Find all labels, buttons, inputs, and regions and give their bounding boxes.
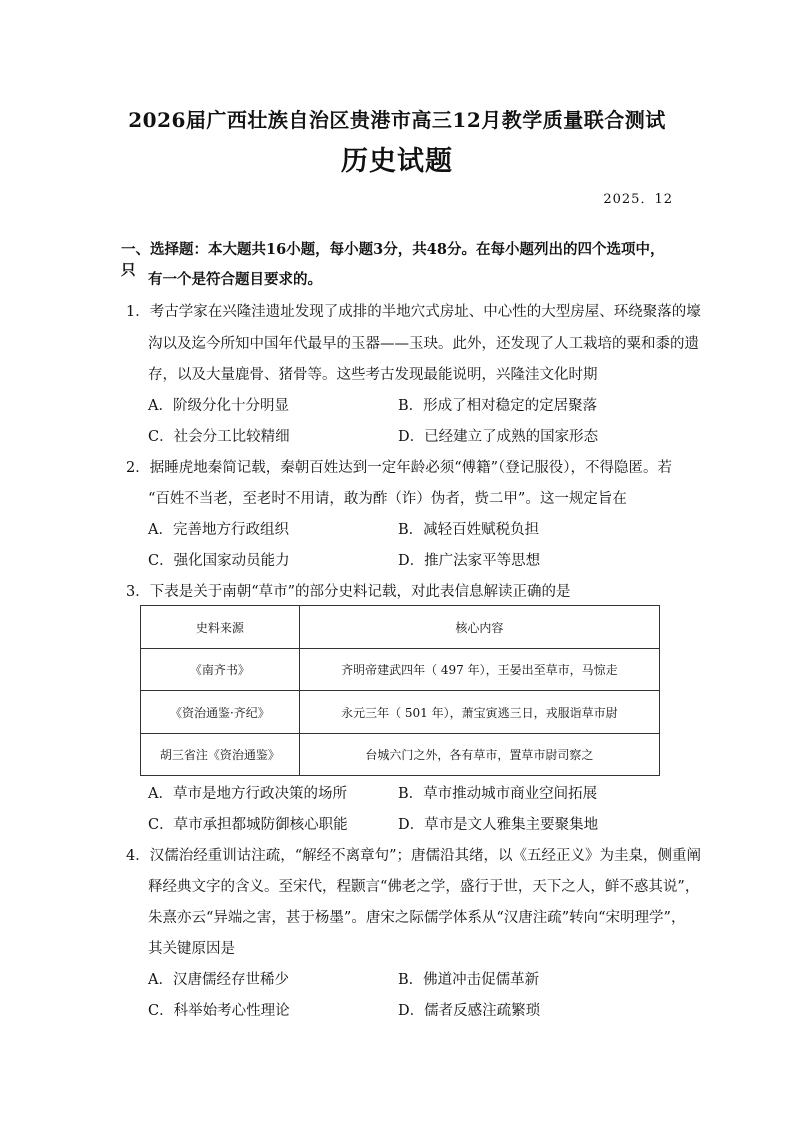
section-heading: 一、选择题：本大题共16小题，每小题3分，共48分。在每小题列出的四个选项中，只 bbox=[121, 241, 665, 279]
question-2-option-c: C．强化国家动员能力 bbox=[148, 553, 290, 569]
question-3-option-c: C．草市承担都城防御核心职能 bbox=[148, 817, 348, 833]
question-4-text: 4．汉儒治经重训诂注疏，“解经不离章句”；唐儒沿其绪，以《五经正义》为圭臬，侧重阐 bbox=[126, 848, 702, 864]
question-1-text: 沟以及迄今所知中国年代最早的玉器——玉玦。此外，还发现了人工栽培的粟和黍的遗 bbox=[148, 336, 699, 352]
question-4-option-c: C．科举始考心性理论 bbox=[148, 1003, 290, 1019]
question-3-option-b: B．草市推动城市商业空间拓展 bbox=[398, 786, 598, 802]
source-table bbox=[140, 605, 660, 776]
table-cell: 《资治通鉴·齐纪》 bbox=[141, 691, 300, 734]
question-2-text: 2．据睡虎地秦简记载，秦朝百姓达到一定年龄必须“傅籍”（登记服役），不得隐匿。若 bbox=[126, 460, 673, 476]
question-4-option-a: A．汉唐儒经存世稀少 bbox=[148, 972, 289, 988]
table-cell: 台城六门之外，各有草市，置草市尉司察之 bbox=[299, 734, 659, 776]
question-3-option-a: A．草市是地方行政决策的场所 bbox=[148, 786, 347, 802]
question-4-text: 其关键原因是 bbox=[148, 941, 235, 957]
table-cell: 永元三年（ 501 年），萧宝寅逃三日，戎服诣草市尉 bbox=[299, 691, 659, 734]
table-header-cell: 核心内容 bbox=[299, 606, 659, 649]
question-1-option-a: A．阶级分化十分明显 bbox=[148, 398, 289, 414]
question-1-text: 1．考古学家在兴隆洼遗址发现了成排的半地穴式房址、中心性的大型房屋、环绕聚落的壕 bbox=[126, 304, 701, 320]
table-cell: 胡三省注《资治通鉴》 bbox=[141, 734, 300, 776]
question-4-text: 释经典文字的含义。至宋代，程颢言“佛老之学，盛行于世，天下之人，鲜不惑其说”， bbox=[148, 879, 700, 895]
question-1-text: 存，以及大量鹿骨、猪骨等。这些考古发现最能说明，兴隆洼文化时期 bbox=[148, 367, 598, 383]
exam-title: 2026届广西壮族自治区贵港市高三12月教学质量联合测试 bbox=[128, 108, 666, 132]
question-4-option-b: B．佛道冲击促儒革新 bbox=[398, 972, 540, 988]
question-3-option-d: D．草市是文人雅集主要聚集地 bbox=[398, 817, 599, 833]
table-cell: 《南齐书》 bbox=[141, 649, 300, 691]
question-1-option-d: D．已经建立了成熟的国家形态 bbox=[398, 429, 599, 445]
question-2-option-b: B．减轻百姓赋税负担 bbox=[398, 522, 540, 538]
question-2-option-a: A．完善地方行政组织 bbox=[148, 522, 289, 538]
table-header-cell: 史料来源 bbox=[141, 606, 300, 649]
question-4-text: 朱熹亦云“异端之害，甚于杨墨”。唐宋之际儒学体系从“汉唐注疏”转向“宋明理学”， bbox=[148, 910, 686, 926]
question-2-text: “百姓不当老，至老时不用请，敢为酢（诈）伪者，赀二甲”。这一规定旨在 bbox=[148, 491, 627, 507]
question-1-option-b: B．形成了相对稳定的定居聚落 bbox=[398, 398, 598, 414]
table-header-row bbox=[141, 606, 660, 649]
section-heading-cont: 有一个是符合题目要求的。 bbox=[148, 271, 322, 288]
table-row bbox=[141, 691, 660, 734]
table-row bbox=[141, 734, 660, 776]
subject-title: 历史试题 bbox=[341, 146, 453, 177]
question-4-option-d: D．儒者反感注疏繁琐 bbox=[398, 1003, 541, 1019]
table-cell: 齐明帝建武四年（ 497 年），王晏出至草市，马惊走 bbox=[299, 649, 659, 691]
question-1-option-c: C．社会分工比较精细 bbox=[148, 429, 290, 445]
table-row bbox=[141, 649, 660, 691]
question-2-option-d: D．推广法家平等思想 bbox=[398, 553, 541, 569]
exam-date: 2025．12 bbox=[603, 192, 673, 207]
question-3-text: 3．下表是关于南朝“草市”的部分史料记载，对此表信息解读正确的是 bbox=[126, 584, 571, 600]
